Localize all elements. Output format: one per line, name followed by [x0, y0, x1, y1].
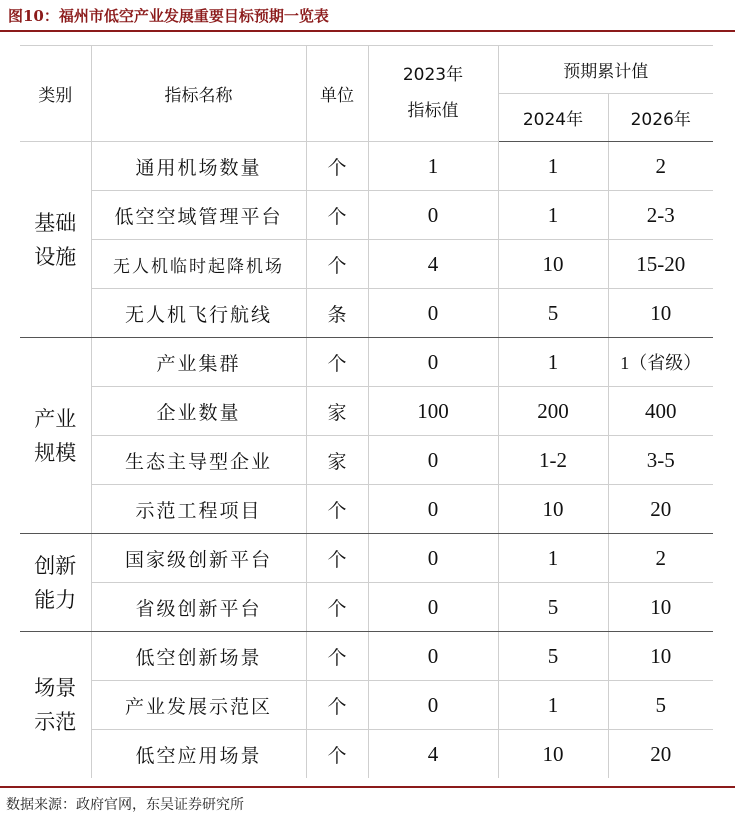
table-row: [20, 240, 713, 289]
indicator-name: 生态主导型企业: [91, 436, 306, 485]
value-2026: 1（省级）: [608, 338, 713, 387]
value-2023: 1: [368, 142, 498, 191]
value-2026: 20: [608, 485, 713, 534]
indicator-name: 国家级创新平台: [91, 534, 306, 583]
value-2026: 10: [608, 632, 713, 681]
indicator-unit: 个: [306, 338, 368, 387]
indicator-unit: 个: [306, 142, 368, 191]
header-year-2024: 2024年: [498, 94, 608, 142]
footer-divider: [0, 786, 735, 788]
category-label-line2: 示范: [34, 710, 77, 734]
indicator-unit: 家: [306, 436, 368, 485]
indicator-name: 低空应用场景: [91, 730, 306, 779]
value-2023: 0: [368, 681, 498, 730]
value-2026: 3-5: [608, 436, 713, 485]
category-label-line1: 基础: [34, 210, 77, 235]
indicator-unit: 个: [306, 583, 368, 632]
indicator-unit: 个: [306, 485, 368, 534]
indicator-name: 低空创新场景: [91, 632, 306, 681]
value-2024: 10: [498, 730, 608, 779]
value-2024: 200: [498, 387, 608, 436]
value-2023: 0: [368, 583, 498, 632]
header-unit: 单位: [306, 45, 368, 142]
value-2024: 1: [498, 142, 608, 191]
value-2023: 0: [368, 289, 498, 338]
header-year-2026: 2026年: [608, 94, 713, 142]
value-2024: 1: [498, 534, 608, 583]
header-category: 类别: [20, 45, 91, 142]
table-row: [20, 730, 713, 779]
value-2026: 10: [608, 583, 713, 632]
indicator-name: 低空空域管理平台: [91, 191, 306, 240]
value-2024: 5: [498, 632, 608, 681]
indicator-name: 无人机临时起降机场: [91, 240, 306, 289]
table-row: [20, 583, 713, 632]
indicator-unit: 个: [306, 191, 368, 240]
indicator-name: 示范工程项目: [91, 485, 306, 534]
table-row: [20, 534, 713, 583]
source-note: 数据来源：政府官网，东吴证券研究所: [6, 797, 244, 813]
indicator-unit: 条: [306, 289, 368, 338]
value-2026: 2: [608, 534, 713, 583]
indicator-name: 产业集群: [91, 338, 306, 387]
table-row: [20, 387, 713, 436]
value-2024: 1: [498, 338, 608, 387]
table-row: [20, 142, 713, 191]
category-cell: [20, 338, 91, 534]
value-2024: 1: [498, 191, 608, 240]
table-row: [20, 485, 713, 534]
indicator-unit: 个: [306, 240, 368, 289]
header-row: [20, 45, 713, 94]
value-2026: 400: [608, 387, 713, 436]
value-2024: 5: [498, 583, 608, 632]
indicator-unit: 个: [306, 534, 368, 583]
category-cell: [20, 534, 91, 632]
value-2024: 5: [498, 289, 608, 338]
indicator-name: 省级创新平台: [91, 583, 306, 632]
indicator-unit: 个: [306, 681, 368, 730]
category-label-line2: 规模: [34, 440, 77, 465]
indicator-unit: 个: [306, 632, 368, 681]
value-2026: 2: [608, 142, 713, 191]
value-2023: 100: [368, 387, 498, 436]
figure-title: 图10：福州市低空产业发展重要目标预期一览表: [8, 7, 329, 25]
category-label-line1: 产业: [34, 406, 77, 431]
value-2024: 1: [498, 681, 608, 730]
indicator-unit: 个: [306, 730, 368, 779]
value-2023: 4: [368, 730, 498, 779]
category-label-line1: 创新: [34, 553, 77, 578]
value-2023: 0: [368, 338, 498, 387]
table-row: [20, 632, 713, 681]
table-row: [20, 436, 713, 485]
indicator-unit: 家: [306, 387, 368, 436]
value-2026: 20: [650, 741, 672, 766]
indicator-name: 产业发展示范区: [91, 681, 306, 730]
category-label-line2: 设施: [34, 244, 77, 269]
targets-table: [20, 45, 713, 778]
header-base-year-line2: 指标值: [407, 101, 459, 121]
table-row: [20, 289, 713, 338]
value-2023: 0: [368, 632, 498, 681]
value-2024: 10: [498, 240, 608, 289]
title-divider: [0, 30, 735, 32]
value-2026: 15-20: [608, 240, 713, 289]
category-cell: [20, 632, 91, 779]
category-label-line1: 场景: [34, 676, 77, 700]
header-indicator-name: 指标名称: [91, 45, 306, 142]
value-2023: 0: [368, 534, 498, 583]
value-2026: 5: [608, 681, 713, 730]
indicator-name: 无人机飞行航线: [91, 289, 306, 338]
category-label-line2: 能力: [34, 587, 77, 612]
value-2023: 0: [368, 485, 498, 534]
category-cell: [20, 142, 91, 338]
header-expected-group: 预期累计值: [498, 45, 713, 94]
header-base-year-line1: 2023年: [402, 65, 464, 85]
table-row: [20, 681, 713, 730]
indicator-name: 通用机场数量: [91, 142, 306, 191]
indicator-name: 企业数量: [91, 387, 306, 436]
value-2024: 1-2: [498, 436, 608, 485]
value-2026: 10: [608, 289, 713, 338]
value-2026: 2-3: [608, 191, 713, 240]
table-row: [20, 191, 713, 240]
value-2023: 4: [368, 240, 498, 289]
table-row: [20, 338, 713, 387]
value-2023: 0: [368, 436, 498, 485]
value-2023: 0: [368, 191, 498, 240]
header-base-year: [368, 45, 498, 142]
value-2024: 10: [498, 485, 608, 534]
